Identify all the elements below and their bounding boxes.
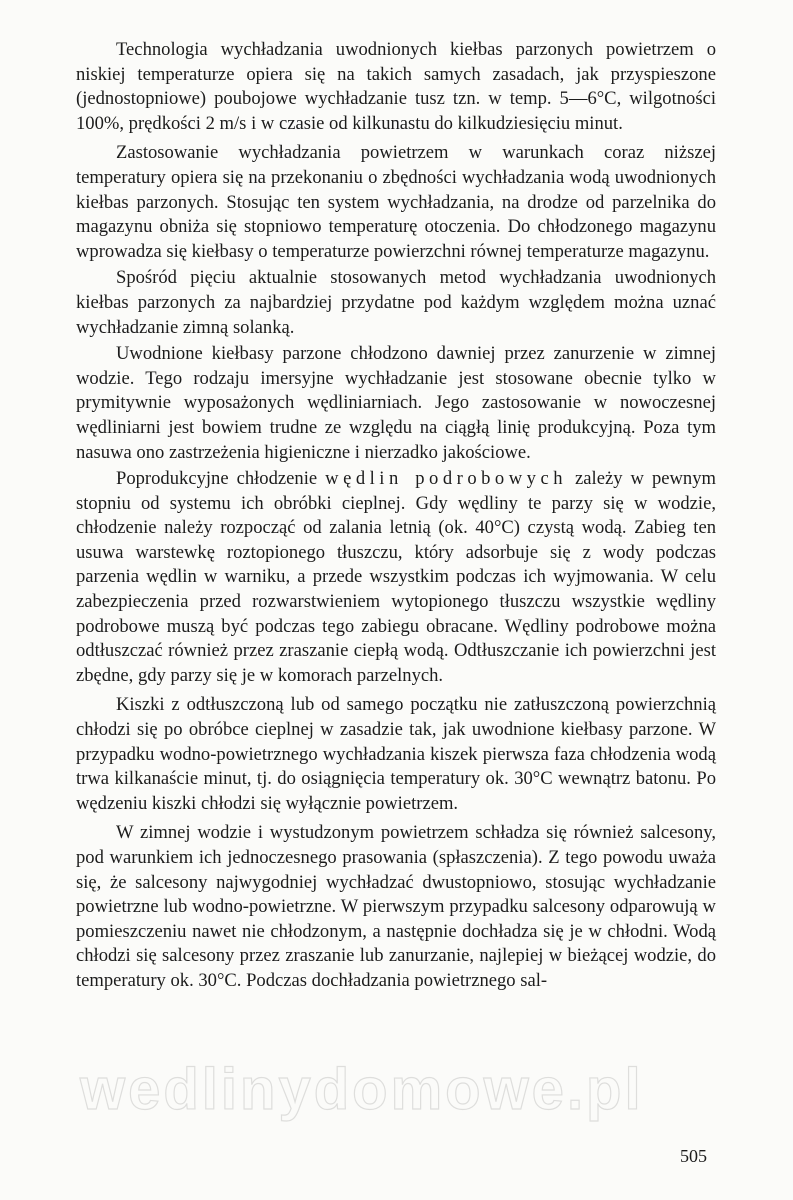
paragraph-3: Spośród pięciu aktualnie stosowanych metod wychładzania uwodnionych kiełbas parzonych za najbardziej przydatne pod każdym względem można uznać wychładzanie zimną solanką. xyxy=(76,267,716,338)
paragraph-7: W zimnej wodzie i wystudzonym powietrzem schładza się również salcesony, pod warunkiem ich jednoczesnego prasowania (spłaszczenia). Z tego powodu uważa się, że salcesony najwygodniej wychładzać dwustopniowo, stosując wychładzanie powietrzne lub wodno-powietrzne. W pierwszym przypadku salcesony odparowują w pomieszczeniu nawet nie chłodzonym, a następnie dochładza się je w chłodni. Wodą chłodzi się salcesony przez zraszanie lub zanurzanie, najlepiej w bieżącej wodzie, do temperatury ok. 30°C. Podczas dochładzania powietrznego sal- xyxy=(76,822,716,991)
spaced-term: wędlin podrobowych xyxy=(325,468,568,490)
paragraph-1: Technologia wychładzania uwodnionych kiełbas parzonych powietrzem o niskiej temperaturze opiera się na takich samych zasadach, jak przyspieszone (jednostopniowe) poubojowe wychładzanie tusz tzn. w temp. 5—6°C, wilgotności 100%, prędkości 2 m/s i w czasie od kilkunastu do kilkudziesięciu minut. xyxy=(76,39,716,134)
paragraph-5-lead: Poprodukcyjne chłodzenie xyxy=(116,468,326,490)
page-body xyxy=(76,38,716,996)
page-number: 505 xyxy=(680,1146,707,1166)
paragraph-6: Kiszki z odtłuszczoną lub od samego początku nie zatłuszczoną powierzchnią chłodzi się po obróbce cieplnej w zasadzie tak, jak uwodnione kiełbasy parzone. W przypadku wodno-powietrznego wychładzania kiszek pierwsza faza chłodzenia wodą trwa kilkanaście minut, tj. do osiągnięcia temperatury ok. 30°C wewnątrz batonu. Po wędzeniu kiszki chłodzi się wyłącznie powietrzem. xyxy=(76,694,716,814)
watermark-text: wedlinydomowe.pl xyxy=(80,1057,644,1122)
paragraph-4: Uwodnione kiełbasy parzone chłodzono dawniej przez zanurzenie w zimnej wodzie. Tego rodzaju imersyjne wychładzanie jest stosowane obecnie tylko w prymitywnie wyposażonych wędliniarniach. Jego zastosowanie w nowoczesnej wędliniarni jest bowiem trudne ze względu na ciągłą linię produkcyjną. Poza tym nasuwa ono zastrzeżenia higieniczne i nierzadko jakościowe. xyxy=(76,343,716,463)
paragraph-5 xyxy=(76,467,716,688)
paragraph-5-rest: zależy w pewnym stopniu od systemu ich obróbki cieplnej. Gdy wędliny te parzy się w wodzie, chłodzenie należy rozpocząć od zalania letnią (ok. 40°C) czystą wodą. Zabieg ten usuwa warstewkę roztopionego tłuszczu, który adsorbuje się z wody podczas parzenia wędlin w warniku, a przede wszystkim podczas ich wyjmowania. W celu zabezpieczenia przed rozwarstwieniem wytopionego tłuszczu wszystkie wędliny podrobowe muszą być podczas tego zabiegu obracane. Wędliny podrobowe można odtłuszczać również przez zraszanie ciepłą wodą. Odtłuszczanie ich powierzchni jest zbędne, gdy parzy się je w komorach parzelnych. xyxy=(76,468,716,686)
paragraph-2: Zastosowanie wychładzania powietrzem w warunkach coraz niższej temperatury opiera się na przekonaniu o zbędności wychładzania wodą uwodnionych kiełbas parzonych. Stosując ten system wychładzania, na drodze od parzelnika do magazynu obniża się stopniowo temperaturę otoczenia. Do chłodzonego magazynu wprowadza się kiełbasy o temperaturze powierzchni równej temperaturze magazynu. xyxy=(76,142,716,262)
